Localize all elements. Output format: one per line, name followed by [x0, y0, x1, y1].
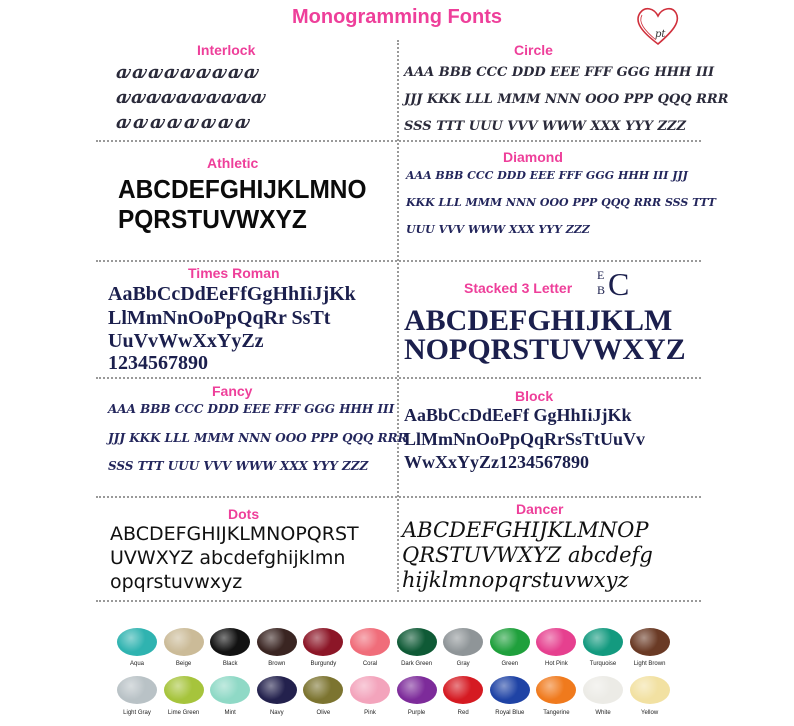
stacked-monogram-bottom: B — [597, 283, 606, 297]
thread-swatch-label: Light Brown — [633, 661, 666, 667]
thread-swatch — [397, 676, 437, 704]
row-divider — [96, 377, 701, 379]
section-title-dots: Dots — [228, 506, 260, 522]
thread-swatch-label: Purple — [407, 710, 426, 716]
thread-swatch — [164, 628, 204, 656]
thread-swatch-label: Burgundy — [310, 661, 337, 667]
thread-swatch-label: Red — [457, 710, 469, 716]
stacked-monogram-top: E — [597, 268, 605, 282]
thread-swatch — [490, 628, 530, 656]
athletic-sample-line: PQRSTUVWXYZ — [118, 204, 307, 234]
dancer-sample-line: ABCDEFGHIJKLMNOP — [402, 518, 649, 542]
thread-swatch — [397, 628, 437, 656]
times-roman-sample-line: AaBbCcDdEeFfGgHhIiJjKk — [108, 283, 356, 305]
thread-swatch — [257, 676, 297, 704]
fancy-sample-line: SSS TTT UUU VVV WWW XXX YYY ZZZ — [108, 459, 369, 473]
times-roman-sample-line: UuVvWwXxYyZz — [108, 330, 264, 352]
section-title-block: Block — [515, 388, 554, 404]
dancer-sample-line: hijklmnopqrstuvwxyz — [402, 568, 629, 592]
section-title-diamond: Diamond — [503, 149, 563, 165]
diamond-sample-line: KKK LLL MMM NNN OOO PPP QQQ RRR SSS TTT — [406, 196, 716, 209]
thread-swatch — [257, 628, 297, 656]
thread-swatch — [583, 676, 623, 704]
thread-swatch — [443, 628, 483, 656]
thread-swatch-label: Light Gray — [123, 710, 151, 716]
thread-swatch — [303, 628, 343, 656]
circle-sample-line: JJJ KKK LLL MMM NNN OOO PPP QQQ RRR — [404, 92, 729, 107]
dots-sample-line: opqrstuvwxyz — [110, 571, 243, 593]
row-divider — [96, 260, 701, 262]
row-divider — [96, 140, 701, 142]
section-title-fancy: Fancy — [212, 383, 253, 399]
thread-swatch — [210, 628, 250, 656]
thread-swatch-label: Mint — [224, 710, 236, 716]
thread-swatch-label: Tangerine — [543, 710, 570, 716]
times-roman-sample-line: LlMmNnOoPpQqRr SsTt — [108, 307, 331, 329]
thread-swatch-label: Olive — [316, 710, 331, 716]
stacked-sample-line: NOPQRSTUVWXYZ — [404, 333, 686, 366]
thread-swatch-label: Dark Green — [401, 661, 433, 667]
section-title-circle: Circle — [514, 42, 553, 58]
page-title: Monogramming Fonts — [292, 6, 502, 28]
stacked-sample-line: ABCDEFGHIJKLM — [404, 304, 673, 337]
row-divider — [96, 600, 701, 602]
heart-logo-icon — [632, 4, 688, 48]
section-title-dancer: Dancer — [516, 501, 564, 517]
thread-swatch — [583, 628, 623, 656]
interlock-sample-line: ꜹꜹꜹꜹꜹꜹꜹꜹꜹ — [116, 62, 260, 83]
times-roman-sample-line: 1234567890 — [108, 352, 208, 374]
logo-initials: pt — [655, 29, 666, 40]
interlock-sample-line: ꜹꜹꜹꜹꜹꜹꜹꜹ — [116, 112, 252, 133]
thread-swatch-label: Yellow — [641, 710, 659, 716]
thread-swatch — [536, 628, 576, 656]
dancer-sample-line: QRSTUVWXYZ abcdefg — [402, 543, 653, 567]
section-title-interlock: Interlock — [197, 42, 256, 58]
thread-swatch — [630, 676, 670, 704]
thread-swatch — [303, 676, 343, 704]
dots-sample-line: ABCDEFGHIJKLMNOPQRST — [110, 523, 359, 545]
thread-swatch-label: Aqua — [129, 661, 144, 667]
section-title-stacked-3-letter: Stacked 3 Letter — [464, 280, 573, 296]
fancy-sample-line: AAA BBB CCC DDD EEE FFF GGG HHH III — [108, 402, 395, 416]
thread-swatch — [536, 676, 576, 704]
thread-swatch — [210, 676, 250, 704]
thread-swatch-label: Hot Pink — [545, 661, 568, 667]
block-sample-line: WwXxYyZz1234567890 — [404, 452, 589, 472]
thread-swatch-label: Black — [222, 661, 238, 667]
column-divider — [397, 40, 399, 592]
thread-swatch-label: Royal Blue — [495, 710, 525, 716]
row-divider — [96, 496, 701, 498]
thread-swatch — [490, 676, 530, 704]
thread-swatch — [164, 676, 204, 704]
thread-swatch-label: Beige — [175, 661, 192, 667]
thread-swatch — [630, 628, 670, 656]
thread-swatch-label: Gray — [456, 661, 470, 667]
thread-swatch-label: Turquoise — [589, 661, 617, 667]
section-title-athletic: Athletic — [207, 155, 259, 171]
athletic-sample-line: ABCDEFGHIJKLMNO — [118, 174, 367, 204]
thread-swatch — [350, 628, 390, 656]
diamond-sample-line: AAA BBB CCC DDD EEE FFF GGG HHH III JJJ — [406, 169, 688, 182]
thread-swatch-label: Brown — [268, 661, 286, 667]
circle-sample-line: SSS TTT UUU VVV WWW XXX YYY ZZZ — [404, 119, 687, 134]
thread-swatch — [117, 628, 157, 656]
interlock-sample-line: ꜹꜹꜹꜹꜹꜹꜹꜹꜹꜹ — [116, 87, 266, 108]
circle-sample-line: AAA BBB CCC DDD EEE FFF GGG HHH III — [404, 65, 715, 80]
thread-swatch-label: Navy — [269, 710, 284, 716]
stacked-monogram-main: C — [608, 266, 630, 302]
section-title-times-roman: Times Roman — [188, 265, 280, 281]
block-sample-line: AaBbCcDdEeFf GgHhIiJjKk — [404, 405, 632, 425]
thread-swatch-label: White — [595, 710, 611, 716]
thread-swatch-label: Coral — [362, 661, 378, 667]
thread-swatch-label: Pink — [364, 710, 376, 716]
thread-swatch-label: Green — [501, 661, 519, 667]
fancy-sample-line: JJJ KKK LLL MMM NNN OOO PPP QQQ RRR — [108, 431, 408, 445]
thread-swatch — [350, 676, 390, 704]
thread-swatch — [443, 676, 483, 704]
thread-swatch — [117, 676, 157, 704]
block-sample-line: LlMmNnOoPpQqRrSsTtUuVv — [404, 429, 646, 449]
dots-sample-line: UVWXYZ abcdefghijklmn — [110, 547, 346, 569]
diamond-sample-line: UUU VVV WWW XXX YYY ZZZ — [406, 223, 590, 236]
thread-swatch-label: Lime Green — [167, 710, 200, 716]
